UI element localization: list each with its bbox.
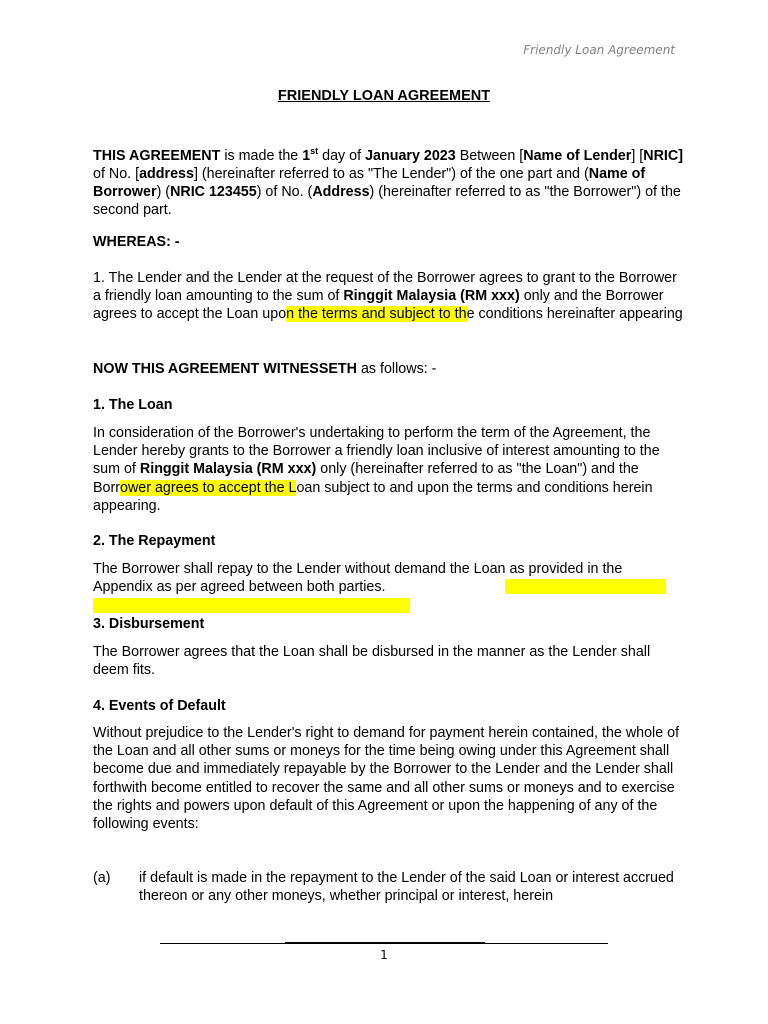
section-disbursement-text: The Borrower agrees that the Loan shall be disbursed in the manner as the Lender shall deem fits. xyxy=(93,644,651,679)
intro-borrower-address: Address xyxy=(312,184,370,201)
intro-day-suffix: st xyxy=(310,146,319,156)
witnesseth-bold: NOW THIS AGREEMENT WITNESSETH xyxy=(93,361,357,377)
footer-divider xyxy=(160,943,608,944)
whereas-heading: WHEREAS: - xyxy=(93,234,180,250)
footer-divider-accent xyxy=(285,942,485,943)
loan-text: In consideration of the Borrower's undertaking to perform the term of the Agreement, the Lender hereby grants to the Borrower a friendly loan inclusive of interest amounting to the sum of xyxy=(93,425,660,478)
section-repayment-text: The Borrower shall repay to the Lender without demand the Loan as provided in the Appendix as per agreed between both parties. xyxy=(93,561,623,596)
section-repayment-heading: 2. The Repayment xyxy=(93,533,216,549)
intro-text: ] (hereinafter referred to as "The Lender") of the one part and ( xyxy=(193,165,589,182)
intro-borrower-name: Name of Borrower xyxy=(93,165,646,201)
highlight-bar xyxy=(93,598,410,613)
item-a-label: (a) xyxy=(93,870,111,886)
whereas-clause xyxy=(93,269,683,324)
section-loan-text xyxy=(93,424,683,515)
whereas-text: 1. The Lender and the Lender at the request of the Borrower agrees to grant to the Borrower a friendly loan amounting to the sum of xyxy=(93,270,677,305)
highlight-bar xyxy=(505,579,666,594)
loan-text: oan subject to and upon the terms and conditions herein appearing. xyxy=(93,479,653,514)
running-header: Friendly Loan Agreement xyxy=(523,43,675,57)
default-item-a xyxy=(93,869,683,909)
intro-date: January 2023 xyxy=(365,147,456,164)
intro-day xyxy=(302,148,318,164)
intro-text: ) (hereinafter referred to as "the Borrower") of the second part. xyxy=(93,184,681,219)
intro-lender-nric: NRIC] xyxy=(643,147,683,164)
intro-text: of No. [ xyxy=(93,165,140,182)
whereas-text: e conditions hereinafter appearing xyxy=(466,306,683,323)
whereas-highlight: n the terms and subject to th xyxy=(286,306,467,323)
intro-text: Between [ xyxy=(455,147,524,164)
intro-text: ) ( xyxy=(156,184,171,201)
intro-text: ] [ xyxy=(631,147,644,164)
intro-text: day of xyxy=(318,147,366,164)
item-a-text: if default is made in the repayment to the Lender of the said Loan or interest accrued thereon or any other moneys, whether principal or interest, herein xyxy=(139,870,674,905)
whereas-text: only and the Borrower agrees to accept the Loan upo xyxy=(93,288,664,323)
witnesseth-rest: as follows: - xyxy=(356,361,437,377)
intro-text: ) of No. ( xyxy=(256,184,313,201)
section-default-heading: 4. Events of Default xyxy=(93,698,226,714)
loan-amount: Ringgit Malaysia (RM xxx) xyxy=(139,461,317,478)
loan-text: only (hereinafter referred to as "the Loan") and the Borr xyxy=(93,461,639,496)
section-loan-heading: 1. The Loan xyxy=(93,397,173,413)
intro-paragraph xyxy=(93,142,683,220)
intro-lender-name: Name of Lender xyxy=(523,147,632,164)
section-disbursement-heading: 3. Disbursement xyxy=(93,616,205,632)
intro-text: is made the xyxy=(220,147,303,164)
intro-borrower-nric: NRIC 123455 xyxy=(170,184,257,201)
intro-agreement-label: THIS AGREEMENT xyxy=(93,147,221,164)
intro-lender-address: address xyxy=(139,165,194,182)
document-title: FRIENDLY LOAN AGREEMENT xyxy=(277,88,491,104)
whereas-amount: Ringgit Malaysia (RM xxx) xyxy=(343,288,520,305)
intro-day-number: 1 xyxy=(302,147,311,164)
page-number: 1 xyxy=(380,948,388,962)
witnesseth-line xyxy=(93,360,683,378)
loan-highlight: ower agrees to accept the L xyxy=(120,479,297,496)
section-default-text: Without prejudice to the Lender's right to demand for payment herein contained, the whole of the Loan and all other sums or moneys for the time being owing under this Agreement shall become due and immediately repayable by the Borrower to the Lender and the Lender shall forthwith become entitled to recover the same and all other sums or moneys and to exercise the rights and powers upon default of this Agreement or upon the happening of any of the following events: xyxy=(93,725,680,833)
